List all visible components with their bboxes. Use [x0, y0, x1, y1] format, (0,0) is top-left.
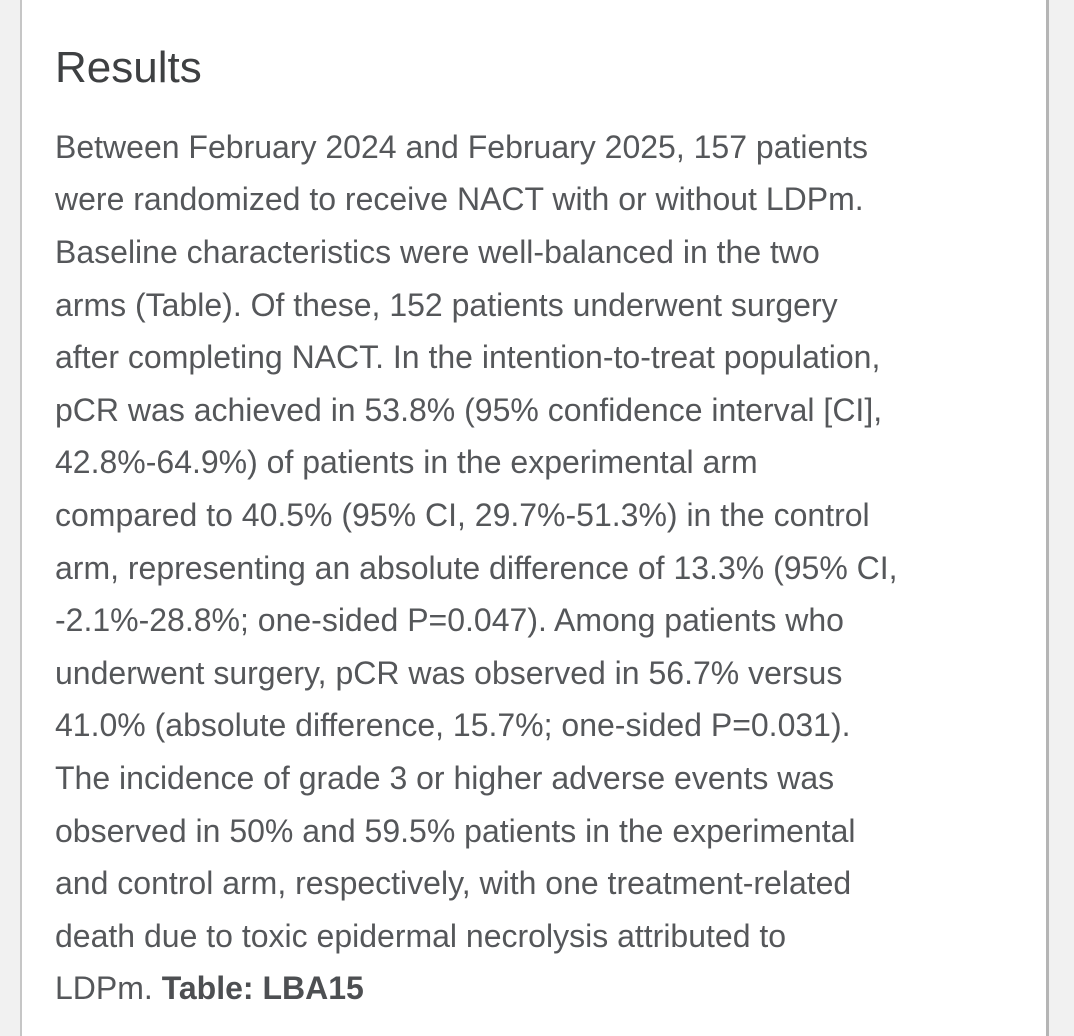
paragraph-line: pCR was achieved in 53.8% (95% confidence interval [CI], [55, 391, 883, 428]
paragraph-line: underwent surgery, pCR was observed in 56.7% versus [55, 654, 843, 691]
table-reference-label: Table: LBA15 [161, 970, 364, 1007]
paragraph-line: were randomized to receive NACT with or without LDPm. [55, 181, 864, 218]
paragraph-line: The incidence of grade 3 or higher adverse events was [55, 759, 835, 796]
paragraph-last-line [55, 962, 1036, 1015]
abstract-content-panel [20, 0, 1049, 1036]
paragraph-line: arm, representing an absolute difference of 13.3% (95% CI, [55, 549, 898, 586]
paragraph-line: death due to toxic epidermal necrolysis attributed to [55, 917, 787, 954]
paragraph-line: Between February 2024 and February 2025, 157 patients [55, 128, 868, 165]
paragraph-line: arms (Table). Of these, 152 patients underwent surgery [55, 286, 838, 323]
paragraph-line: 41.0% (absolute difference, 15.7%; one-sided P=0.031). [55, 707, 851, 744]
paragraph-line: and control arm, respectively, with one treatment-related [55, 865, 852, 902]
paragraph-line: 42.8%-64.9%) of patients in the experimental arm [55, 444, 758, 481]
paragraph-text: LDPm. [55, 970, 162, 1007]
paragraph-line: Baseline characteristics were well-balanced in the two [55, 233, 820, 270]
results-section-heading: Results [55, 43, 202, 92]
paragraph-line: -2.1%-28.8%; one-sided P=0.047). Among patients who [55, 602, 844, 639]
paragraph-line: after completing NACT. In the intention-to-treat population, [55, 339, 881, 376]
paragraph-line: compared to 40.5% (95% CI, 29.7%-51.3%) in the control [55, 496, 870, 533]
results-paragraph [55, 121, 1036, 1015]
paragraph-line: observed in 50% and 59.5% patients in the experimental [55, 812, 856, 849]
